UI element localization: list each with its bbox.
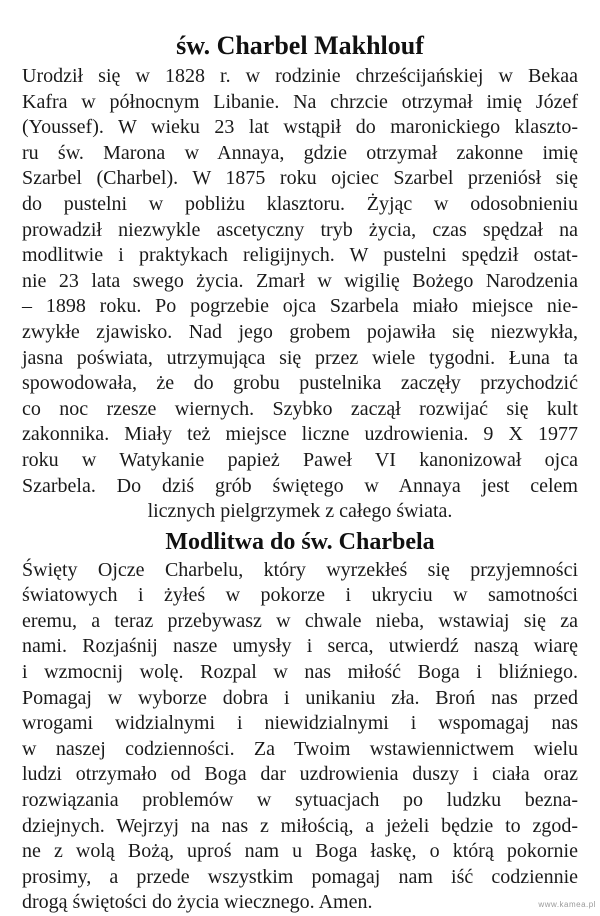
prayer-line: światowych i żyłeś w pokorze i ukryciu w samotności [22,584,578,607]
biography-line: – 1898 roku. Po pogrzebie ojca Szarbela miało miejsce nie- [22,295,578,318]
prayer-line: dziejnych. Wejrzyj na nas z miłością, a jeżeli będzie to zgod- [22,814,578,837]
publisher-watermark: www.kamea.pl [538,900,596,909]
prayer-line: Pomagaj w wyborze dobra i unikaniu zła. Broń nas przed [22,686,578,709]
prayer-line: eremu, a teraz przebywasz w chwale nieba, wstawiaj się za [22,609,578,632]
prayer-line: ludzi otrzymało od Boga dar uzdrowienia duszy i ciała oraz [22,763,578,786]
biography-line: zwykłe zjawisko. Nad jego grobem pojawiła się niezwykła, [22,320,578,343]
biography-line: spowodowała, że do grobu pustelnika zaczęły przychodzić [22,372,578,395]
biography-line: Urodził się w 1828 r. w rodzinie chrześcijańskiej w Bekaa [22,65,578,87]
prayer-line: Święty Ojcze Charbelu, który wyrzekłeś się przyjemności [22,558,578,581]
biography-line: (Youssef). W wieku 23 lat wstąpił do maronickiego klaszto- [22,116,578,139]
biography-line: Kafra w północnym Libanie. Na chrzcie otrzymał imię Józef [22,90,578,113]
biography-line: do pustelni w pobliżu klasztoru. Żyjąc w odosobnieniu [22,192,578,215]
saint-title: św. Charbel Makhlouf [176,31,424,60]
prayer-line: rozwiązania problemów w sytuacjach po ludzku bezna- [22,789,578,812]
biography-line: jasna poświata, utrzymująca się przez wiele tygodni. Łuna ta [22,346,578,369]
prayer-line: w naszej codzienności. Za Twoim wstawiennictwem wielu [22,737,578,760]
biography-line: zakonnika. Miały też miejsce liczne uzdrowienia. 9 X 1977 [22,423,578,446]
biography-line: nie 23 lata swego życia. Zmarł w wigilię Bożego Narodzenia [22,269,578,292]
biography-line: licznych pielgrzymek z całego świata. [147,500,453,523]
biography-line: Szarbel (Charbel). W 1875 roku ojciec Szarbel przeniósł się [22,167,578,190]
prayer-line: prosimy, a przede wszystkim pomagaj nam iść codziennie [22,865,578,888]
biography-line: prowadził niezwykle ascetyczny tryb życia, czas spędzał na [22,218,578,241]
biography-line: Szarbela. Do dziś grób świętego w Annaya jest celem [22,474,578,497]
prayer-line: drogą świętości do życia wiecznego. Amen. [22,891,373,914]
prayer-card [22,30,578,916]
biography-line: co noc rzesze wiernych. Szybko zaczął rozwijać się kult [22,397,578,420]
prayer-line: ne z wolą Bożą, uproś nam u Boga łaskę, o którą pokornie [22,840,578,863]
prayer-text [22,558,578,916]
prayer-line: nami. Rozjaśnij nasze umysły i serca, utwierdź naszą wiarę [22,635,578,658]
biography-line: modlitwie i praktykach religijnych. W pustelni spędził ostat- [22,244,578,267]
biography-text [22,64,578,525]
prayer-line: i wzmocnij wolę. Rozpal w nas miłość Boga i bliźniego. [22,661,578,684]
prayer-title: Modlitwa do św. Charbela [165,528,435,555]
biography-line: roku w Watykanie papież Paweł VI kanonizował ojca [22,448,578,471]
prayer-line: wrogami widzialnymi i niewidzialnymi i wspomagaj nas [22,712,578,735]
biography-line: ru św. Marona w Annaya, gdzie otrzymał zakonne imię [22,141,578,164]
